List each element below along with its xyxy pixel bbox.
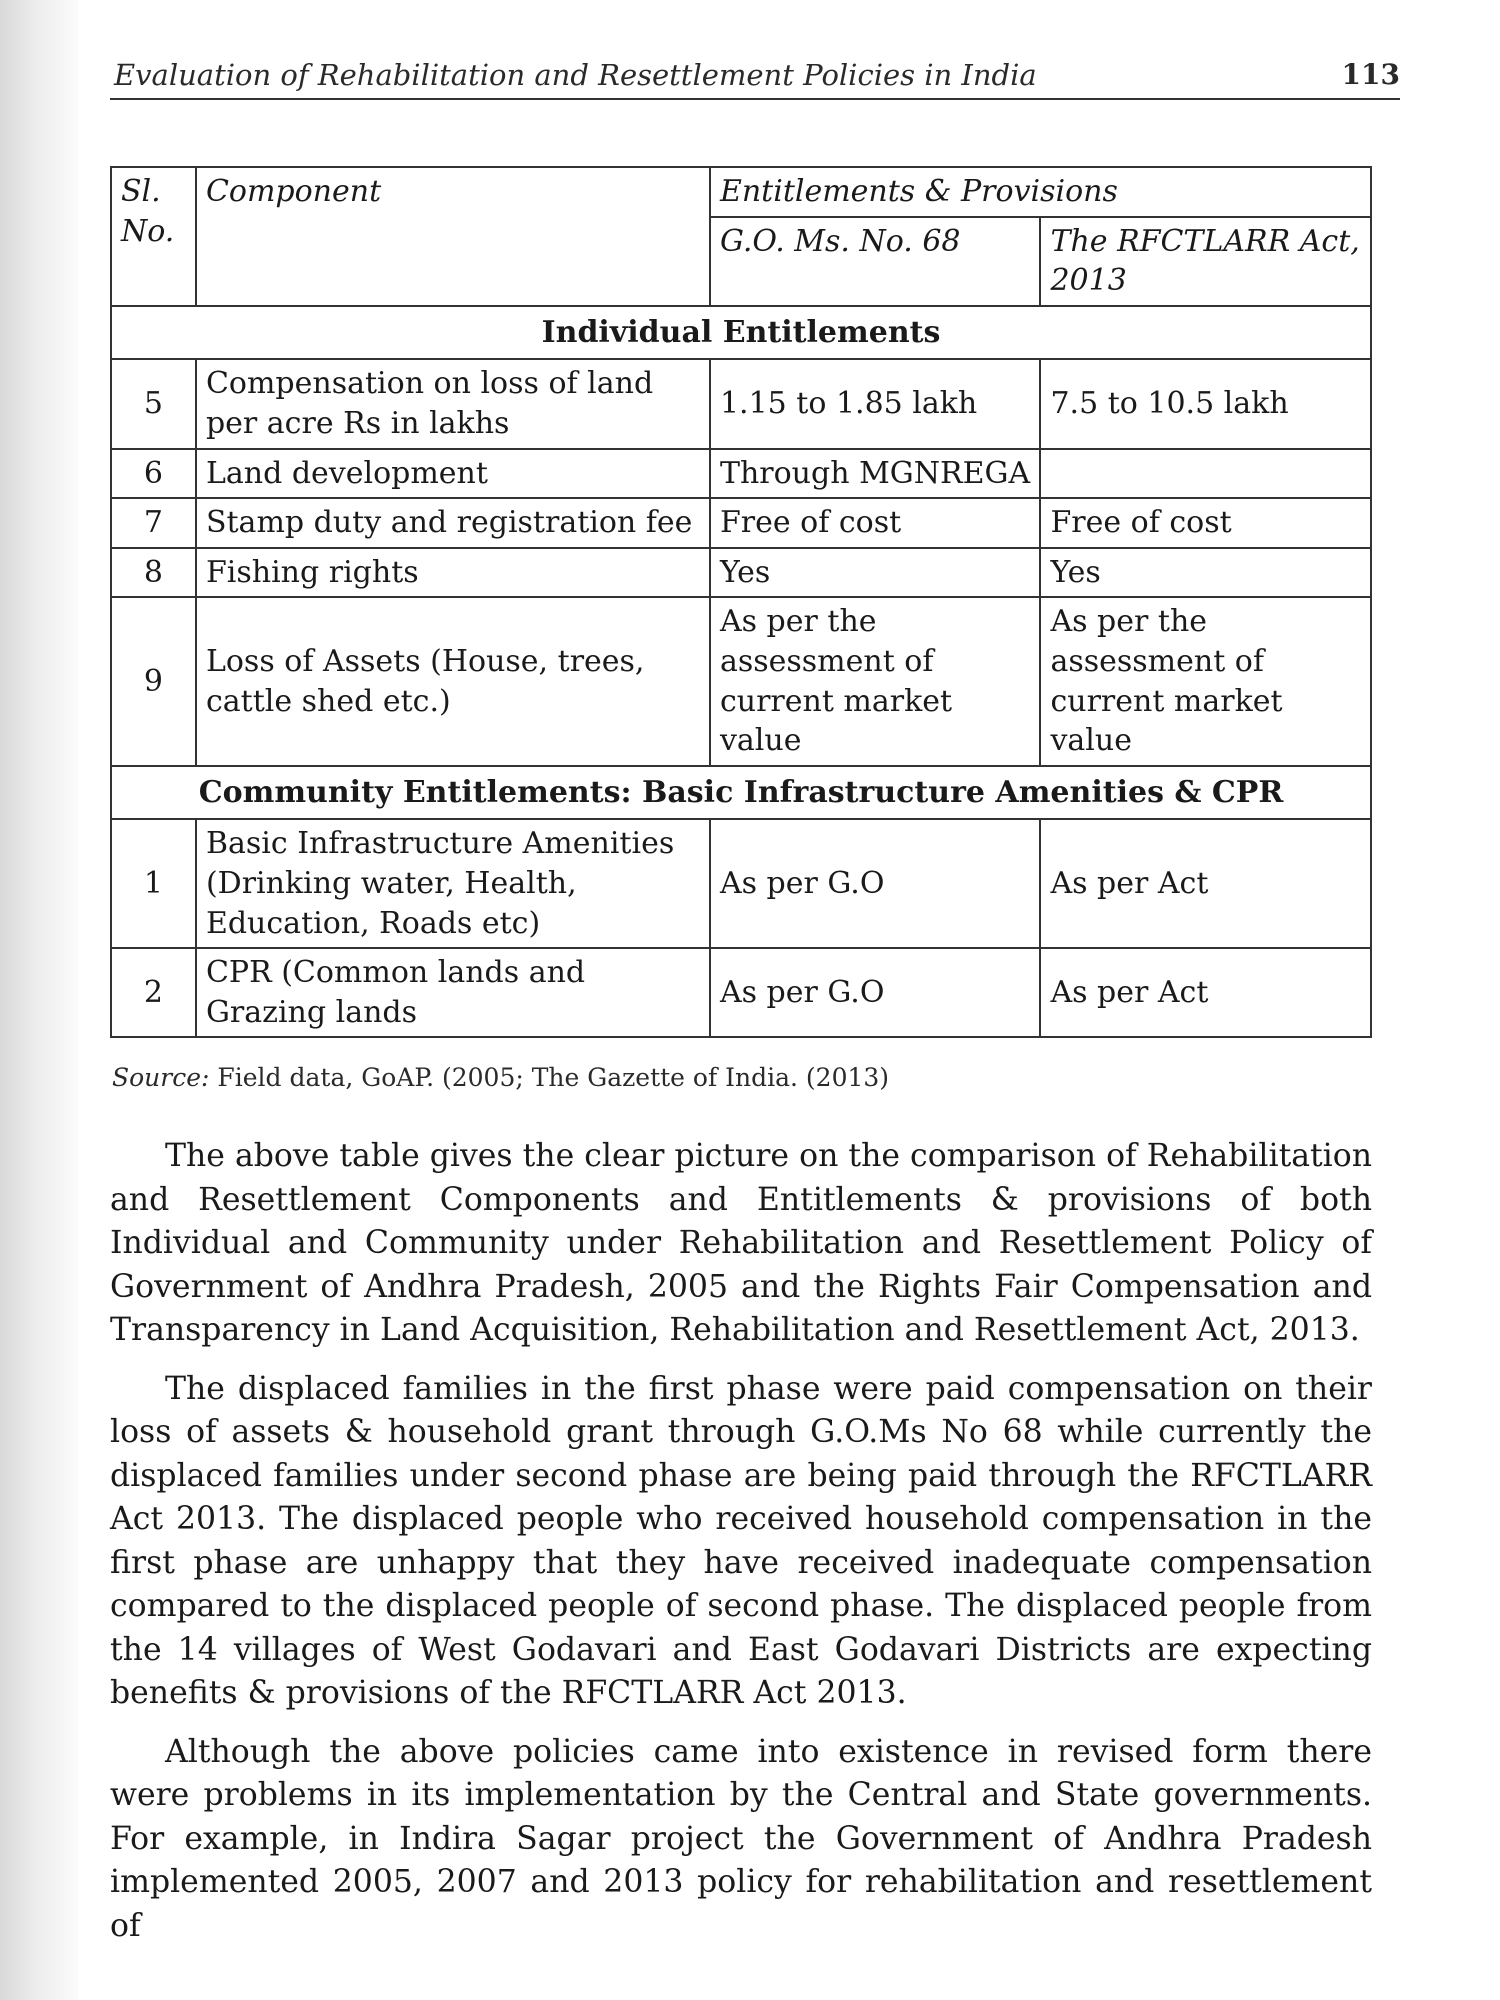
- row-act-value: As per the assessment of current market value: [1040, 597, 1371, 765]
- row-go-value: Free of cost: [710, 498, 1041, 548]
- row-component: CPR (Common lands and Grazing lands: [196, 948, 710, 1037]
- row-go-value: As per G.O: [710, 819, 1041, 948]
- row-act-value: Free of cost: [1040, 498, 1371, 548]
- section-title: Individual Entitlements: [111, 306, 1371, 360]
- row-act-value: 7.5 to 10.5 lakh: [1040, 359, 1371, 448]
- table-row: [111, 819, 1371, 948]
- source-text: Field data, GoAP. (2005; The Gazette of India. (2013): [217, 1063, 890, 1092]
- row-number: 1: [111, 819, 196, 948]
- row-number: 5: [111, 359, 196, 448]
- entitlements-table: [110, 166, 1372, 1038]
- row-component: Loss of Assets (House, trees, cattle shed etc.): [196, 597, 710, 765]
- header-entitlements: Entitlements & Provisions: [710, 167, 1371, 217]
- page-number: 113: [1341, 58, 1400, 91]
- row-act-value: As per Act: [1040, 819, 1371, 948]
- section-row-individual: [111, 306, 1371, 360]
- source-label: Source:: [112, 1063, 210, 1092]
- row-go-value: As per the assessment of current market value: [710, 597, 1041, 765]
- row-component: Fishing rights: [196, 548, 710, 598]
- row-go-value: 1.15 to 1.85 lakh: [710, 359, 1041, 448]
- paragraph: The above table gives the clear picture on the comparison of Rehabilitation and Resettlement Components and Entitlements & provisions of both Individual and Community under Rehabilitation and Resettlement Policy of Government of Andhra Pradesh, 2005 and the Rights Fair Compensation and Transparency in Land Acquisition, Rehabilitation and Resettlement Act, 2013.: [110, 1138, 1372, 1348]
- section-row-community: [111, 766, 1371, 820]
- header-component: Component: [196, 167, 710, 306]
- row-number: 6: [111, 449, 196, 499]
- header-go: G.O. Ms. No. 68: [710, 217, 1041, 306]
- row-number: 8: [111, 548, 196, 598]
- row-go-value: As per G.O: [710, 948, 1041, 1037]
- section-title: Community Entitlements: Basic Infrastructure Amenities & CPR: [111, 766, 1371, 820]
- row-component: Stamp duty and registration fee: [196, 498, 710, 548]
- row-component: Compensation on loss of land per acre Rs in lakhs: [196, 359, 710, 448]
- row-act-value: [1040, 449, 1371, 499]
- page-binding-shadow: [0, 0, 78, 2000]
- paragraph: Although the above policies came into existence in revised form there were problems in its implementation by the Central and State governments. For example, in Indira Sagar project the Government of Andhra Pradesh implemented 2005, 2007 and 2013 policy for rehabilitation and resettlement of: [110, 1733, 1372, 1944]
- paragraph: The displaced families in the first phase were paid compensation on their loss of assets & household grant through G.O.Ms No 68 while currently the displaced families under second phase are being paid through the RFCTLARR Act 2013. The displaced people who received household compensation in the first phase are unhappy that they have received inadequate compensation compared to the displaced people of second phase. The displaced people from the 14 villages of West Godavari and East Godavari Districts are expecting benefits & provisions of the RFCTLARR Act 2013.: [110, 1370, 1372, 1711]
- row-component: Land development: [196, 449, 710, 499]
- table-row: [111, 498, 1371, 548]
- table-header-row: [111, 167, 1371, 217]
- header-act: The RFCTLARR Act, 2013: [1040, 217, 1371, 306]
- table-row: [111, 548, 1371, 598]
- table-source-note: [112, 1063, 889, 1092]
- row-act-value: As per Act: [1040, 948, 1371, 1037]
- row-number: 2: [111, 948, 196, 1037]
- body-text: [110, 1135, 1372, 1963]
- row-go-value: Through MGNREGA: [710, 449, 1041, 499]
- running-title: Evaluation of Rehabilitation and Resettlement Policies in India: [114, 58, 1037, 92]
- row-act-value: Yes: [1040, 548, 1371, 598]
- row-number: 7: [111, 498, 196, 548]
- header-slno: Sl. No.: [111, 167, 196, 306]
- table-row: [111, 948, 1371, 1037]
- table-row: [111, 597, 1371, 765]
- row-go-value: Yes: [710, 548, 1041, 598]
- table-row: [111, 449, 1371, 499]
- row-number: 9: [111, 597, 196, 765]
- row-component: Basic Infrastructure Amenities (Drinking water, Health, Education, Roads etc): [196, 819, 710, 948]
- table-row: [111, 359, 1371, 448]
- running-header: [110, 58, 1400, 100]
